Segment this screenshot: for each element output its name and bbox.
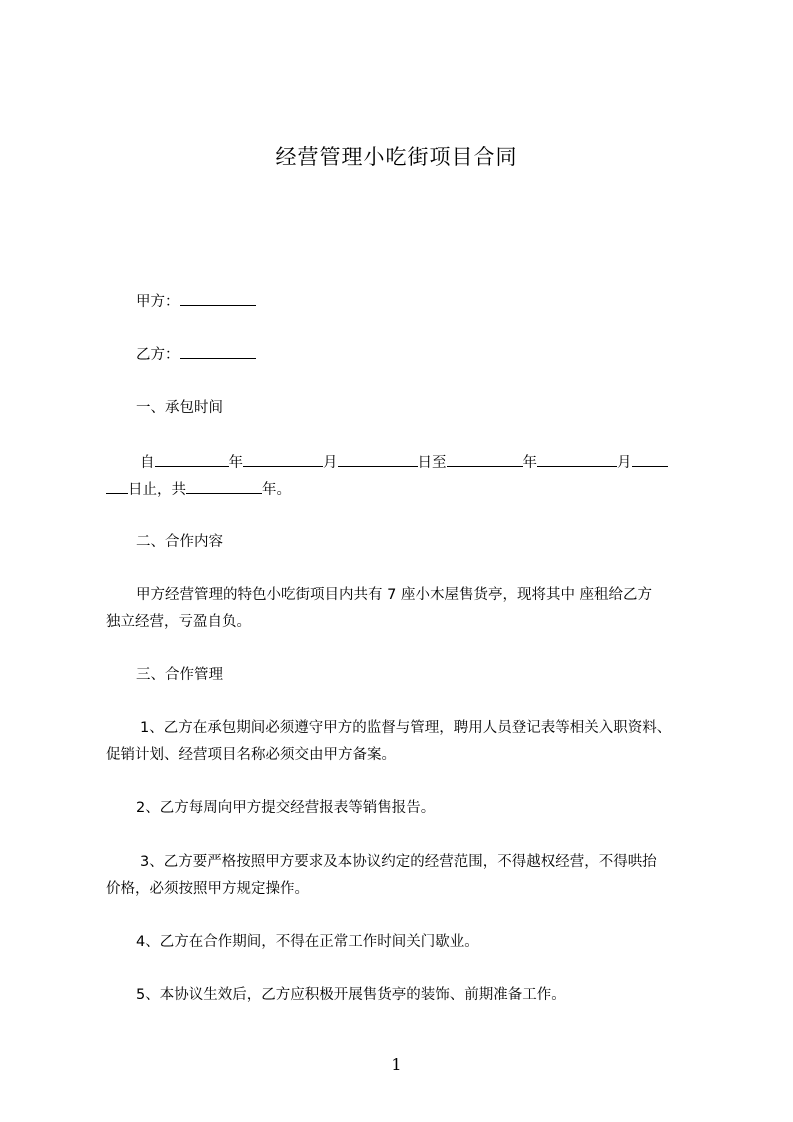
party-a-label: 甲方：	[136, 294, 180, 310]
start-day-blank	[338, 451, 418, 467]
party-a-line	[136, 290, 256, 313]
term-end-day: 日止，共	[128, 482, 186, 498]
management-item-5: 5、本协议生效后，乙方应积极开展售货亭的装饰、前期准备工作。	[136, 987, 566, 1003]
term-total-years: 年。	[262, 482, 291, 498]
end-day-blank-part1	[632, 451, 668, 467]
term-line-2	[106, 478, 291, 501]
party-b-line	[136, 343, 256, 366]
end-year-blank	[447, 451, 523, 467]
term-year-2: 年	[522, 455, 537, 471]
section-heading-management: 三、合作管理	[136, 667, 223, 683]
term-month-2: 月	[617, 455, 632, 471]
term-line-1	[140, 451, 668, 474]
management-item-4: 4、乙方在合作期间，不得在正常工作时间关门歇业。	[136, 934, 479, 950]
content-paragraph-line-1: 甲方经营管理的特色小吃街项目内共有 7 座小木屋售货亭，现将其中 座租给乙方	[136, 587, 653, 603]
start-month-blank	[243, 451, 323, 467]
term-day-to: 日至	[417, 455, 447, 471]
management-item-3-line-2: 价格，必须按照甲方规定操作。	[106, 881, 309, 897]
party-b-label: 乙方：	[136, 347, 180, 363]
total-years-blank	[186, 478, 262, 494]
end-month-blank	[537, 451, 617, 467]
content-paragraph-line-2: 独立经营，亏盈自负。	[106, 614, 251, 630]
start-year-blank	[155, 451, 229, 467]
section-heading-content: 二、合作内容	[136, 534, 223, 550]
term-from: 自	[140, 455, 155, 471]
management-item-2: 2、乙方每周向甲方提交经营报表等销售报告。	[136, 800, 436, 816]
party-a-blank	[180, 290, 256, 306]
party-b-blank	[180, 343, 256, 359]
term-month-1: 月	[323, 455, 338, 471]
contract-title: 经营管理小吃街项目合同	[275, 145, 518, 169]
management-item-1-line-2: 促销计划、经营项目名称必须交由甲方备案。	[106, 747, 396, 763]
management-item-1-line-1: 1、乙方在承包期间必须遵守甲方的监督与管理，聘用人员登记表等相关入职资料、	[140, 720, 672, 736]
term-year-1: 年	[228, 455, 243, 471]
page-number: 1	[391, 1055, 402, 1074]
management-item-3-line-1: 3、乙方要严格按照甲方要求及本协议约定的经营范围，不得越权经营，不得哄抬	[140, 854, 657, 870]
section-heading-term: 一、承包时间	[136, 400, 223, 416]
end-day-blank-part2	[106, 478, 128, 494]
